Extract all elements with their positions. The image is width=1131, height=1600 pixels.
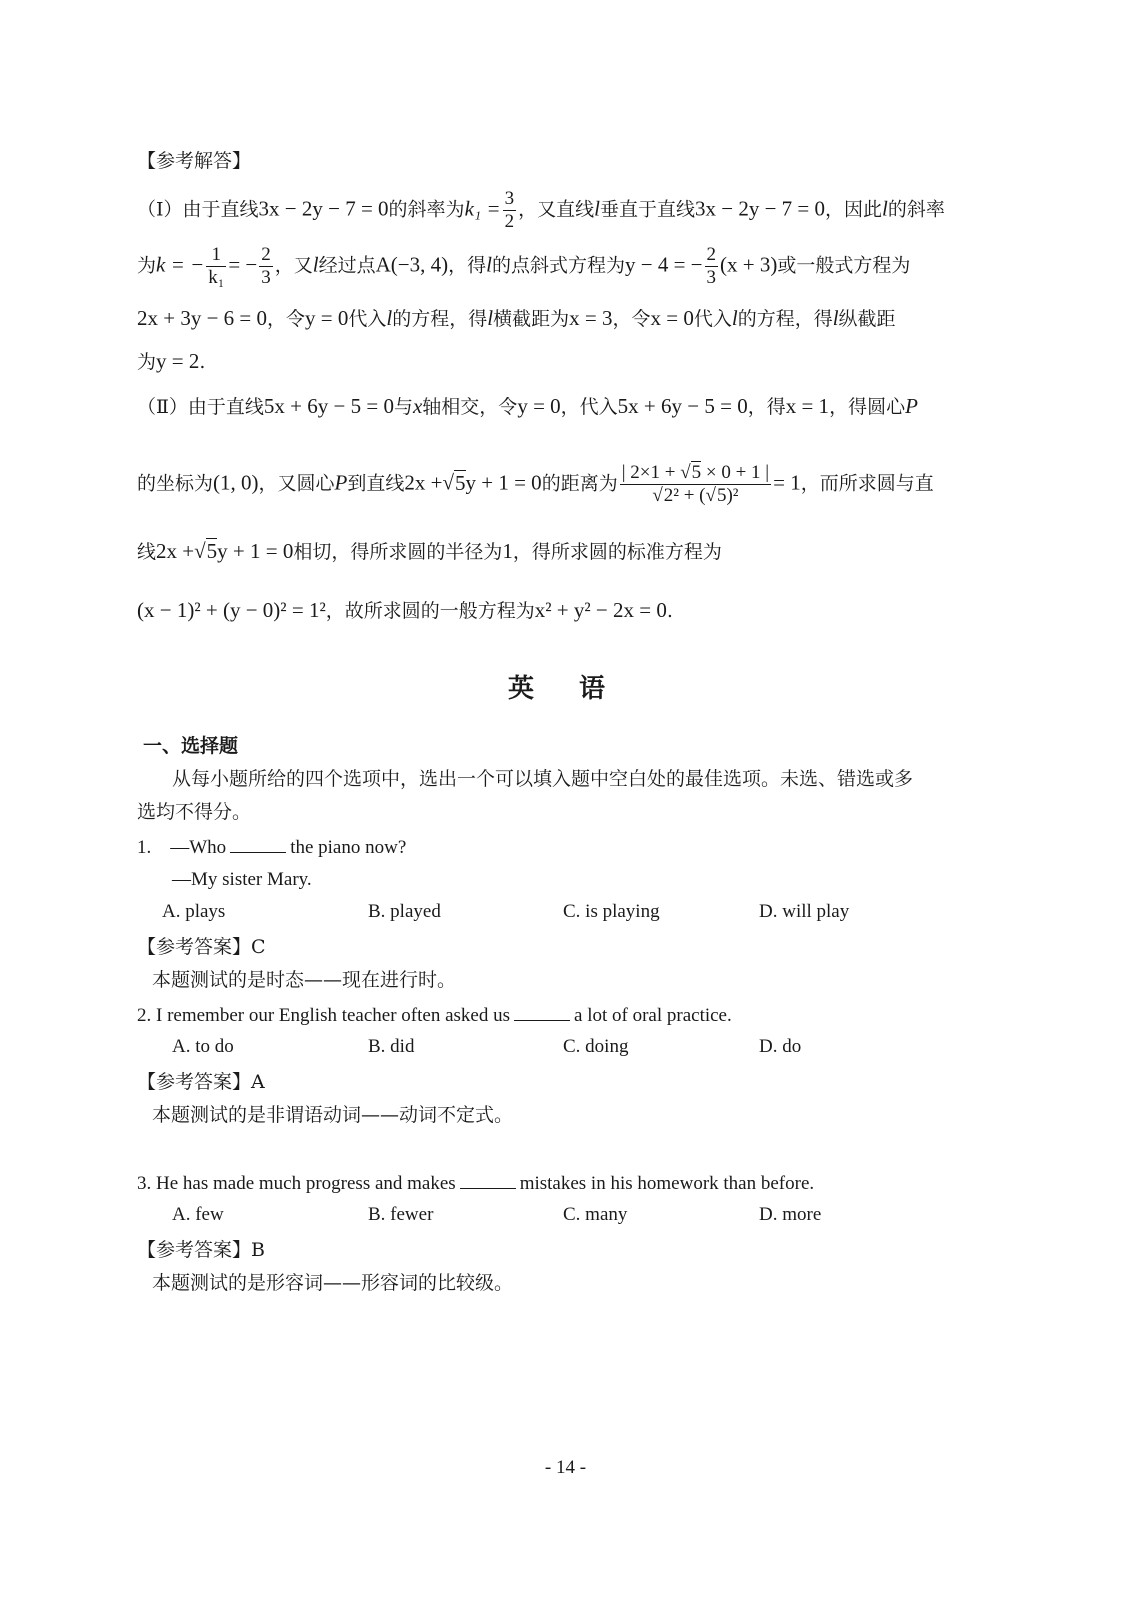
text: 垂直于直线 [599,198,695,221]
section-heading: 一、选择题 [143,735,239,757]
sqrt-symbol: √ [442,470,454,495]
text: （Ⅰ）由于直线 [137,198,259,221]
solution-line-2 [137,244,910,289]
equation: x = 1 [785,394,830,418]
solution-heading: 【参考解答】 [137,150,252,172]
equation: = 1 [773,470,801,495]
text: ，得所求圆的标准方程为 [512,541,722,563]
text: 1. —Who [137,837,227,858]
text: ，而所求圆与直 [800,472,934,495]
text: ，代入 [560,396,618,418]
denominator: 3 [261,267,271,288]
option-d: D. will play [759,901,850,922]
option-d: D. more [759,1204,822,1225]
sqrt-symbol: √ [194,539,206,563]
fraction [259,244,273,289]
equation: x = 3 [569,306,613,330]
text: ，因此 [825,198,883,221]
text: 的坐标为 [137,472,214,495]
point: A(−3, 4) [375,252,449,277]
text: 的斜率 [887,198,945,221]
equation: 5x + 6y − 5 = 0 [263,394,394,418]
text: 的方程，得 [392,308,488,330]
solution-line-5 [137,393,918,420]
text: （Ⅱ）由于直线 [137,396,264,418]
text: 代入 [348,308,387,330]
text: | 2×1 + [621,462,676,483]
option-c: C. many [563,1204,628,1225]
text: . [666,600,673,622]
variable: l [487,306,494,330]
text: 的距离为 [541,472,618,495]
option-a: A. few [172,1204,224,1225]
option-b: B. fewer [368,1204,434,1225]
text: 3. He has made much progress and makes [137,1173,456,1194]
equation: 2x + [156,539,195,563]
text: ，令 [267,308,306,330]
equation: 5x + 6y − 5 = 0 [617,394,748,418]
answer-blank [514,1002,570,1021]
solution-line-4 [137,348,205,375]
question-1-reply: —My sister Mary. [172,869,312,890]
option-a: A. to do [172,1036,234,1057]
equation: 3x − 2y − 7 = 0 [694,196,826,221]
option-c: C. is playing [563,901,660,922]
variable: l [386,306,393,330]
question-3-stem [137,1170,814,1197]
text: 的方程，得 [737,308,833,330]
equation: = − [228,252,258,277]
equation: 2x + [404,470,443,495]
question-2-stem [137,1002,732,1029]
text: 轴相交，令 [422,396,518,418]
equation: y − 4 = − [625,252,703,277]
instructions-line-2: 选均不得分。 [137,801,252,823]
variable: l [882,196,888,221]
text: 2. I remember our English teacher often asked us [137,1005,511,1026]
solution-line-3 [137,305,896,332]
answer: 【参考答案】C [137,936,266,958]
text: 为 [137,254,157,277]
text: a lot of oral practice. [574,1005,732,1026]
numerator: 1 [211,244,221,265]
option-b: B. did [368,1036,415,1057]
answer: 【参考答案】B [137,1239,265,1261]
variable: l [832,306,839,330]
equation: x² + y² − 2x = 0 [534,598,667,622]
denominator: √2² + (√5)² [620,484,771,507]
equation: (x + 3) [720,252,778,277]
numerator: 3 [504,188,515,209]
text: 与 [393,396,413,418]
solution-line-6 [137,462,934,507]
solution-line-8 [137,597,673,624]
equation: x = 0 [650,306,694,330]
numerator: 2 [261,244,271,265]
text: ，又直线 [518,198,595,221]
text: )² [726,485,739,506]
text: 线 [137,541,157,563]
explanation: 本题测试的是时态——现在进行时。 [152,969,457,991]
fraction [206,244,226,289]
text: mistakes in his homework than before. [519,1173,815,1194]
option-b: B. played [368,901,441,922]
distance-fraction [620,462,771,507]
text: the piano now? [290,837,407,858]
variable: x [412,394,423,418]
denominator: 2 [504,211,515,232]
text: 的斜率为 [388,198,465,221]
option-c: C. doing [563,1036,629,1057]
explanation: 本题测试的是形容词——形容词的比较级。 [152,1272,514,1294]
text: × 0 + 1 | [705,462,770,483]
instructions-line-1: 从每小题所给的四个选项中，选出一个可以填入题中空白处的最佳选项。未选、错选或多 [172,768,914,790]
denominator: 3 [706,267,717,288]
radicand: 5 [716,485,727,506]
answer: 【参考答案】A [137,1071,265,1093]
text: ，得圆心 [829,396,906,418]
radicand: 5 [455,470,466,495]
text: ，又 [274,254,313,277]
variable: l [731,306,738,330]
equation: y + 1 = 0 [217,539,294,563]
text: 横截距为 [493,308,570,330]
equation: (x − 1)² + (y − 0)² = 1² [137,598,326,622]
radicand: 5 [691,462,702,483]
question-1-stem [137,834,406,861]
text: ，得 [448,254,487,277]
variable: P [334,470,348,495]
solution-line-1 [137,188,945,233]
text: 代入 [693,308,732,330]
variable: l [486,252,492,277]
text: 或一般式方程为 [777,254,911,277]
numerator: 2 [706,244,717,265]
explanation: 本题测试的是非谓语动词——动词不定式。 [152,1104,514,1126]
text: ，令 [612,308,651,330]
text: 经过点 [318,254,376,277]
solution-line-7 [137,538,722,565]
option-a: A. plays [162,901,226,922]
text: 到直线 [347,472,405,495]
text: ，故所求圆的一般方程为 [325,600,535,622]
numerator: | 2×1 + √5 × 0 + 1 | [621,462,770,483]
option-d: D. do [759,1036,802,1057]
point: (1, 0) [213,470,259,495]
fraction [705,244,719,289]
text: . [199,351,206,373]
section-title: 英 语 [507,674,624,704]
radicand: 5 [206,539,218,563]
radius: 1 [502,539,513,563]
equation: y + 1 = 0 [465,470,542,495]
equation: 2x + 3y − 6 = 0 [137,306,268,330]
equation: y = 0 [517,394,561,418]
text: 相切，得所求圆的半径为 [293,541,503,563]
equation: k = − [156,252,205,277]
text: 的点斜式方程为 [491,254,625,277]
equation: y = 2 [156,349,200,373]
text: ，又圆心 [258,472,335,495]
answer-blank [460,1170,516,1189]
variable: P [905,394,918,418]
answer-blank [230,834,286,853]
page-number: - 14 - [544,1457,587,1478]
equation: y = 0 [305,306,349,330]
fraction [503,188,517,233]
text: ，得 [747,396,786,418]
equation: 3x − 2y − 7 = 0 [258,196,389,221]
text: 2² + ( [663,485,706,506]
text: 纵截距 [838,308,896,330]
denominator: k₁ [208,267,225,288]
text: 为 [137,351,157,373]
variable: l [312,252,319,277]
variable: l [594,196,600,221]
equation: k₁ = [464,196,501,221]
